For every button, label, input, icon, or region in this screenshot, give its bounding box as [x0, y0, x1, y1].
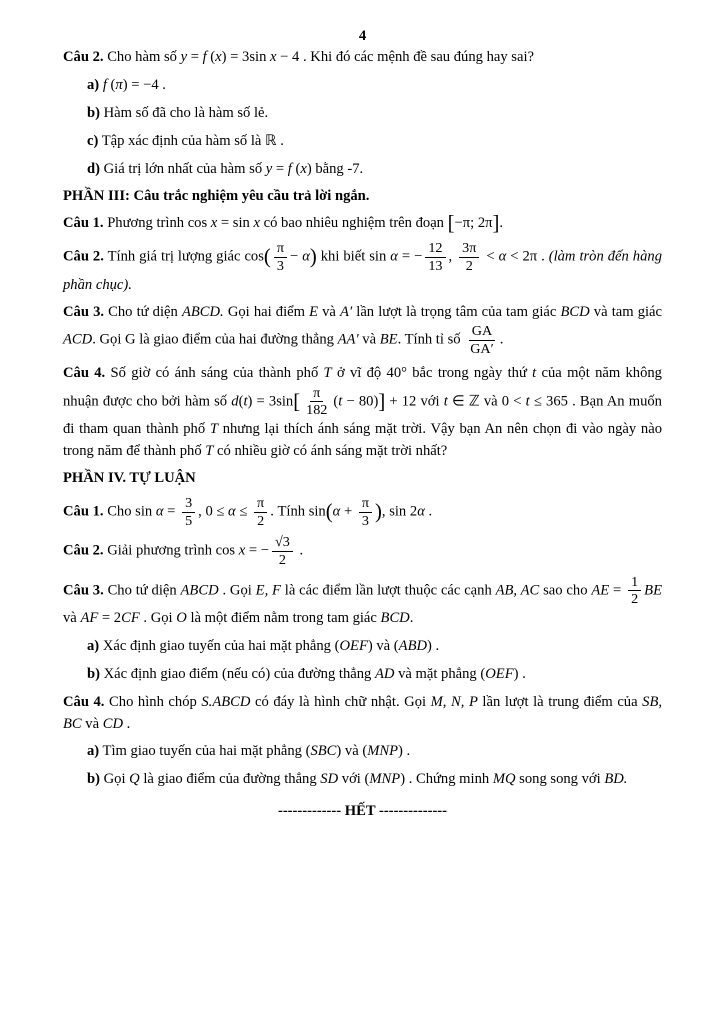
text-run: O — [176, 610, 187, 627]
text-run: Q — [129, 771, 140, 788]
phan2-cau2-item-d — [87, 159, 662, 181]
text-run: BE — [379, 331, 398, 348]
text-run: = 2 — [98, 610, 122, 627]
fraction: $\frac{12}{13}$ — [425, 240, 445, 274]
text-run: . — [123, 715, 131, 732]
text-run: ------------- HẾT -------------- — [277, 803, 448, 820]
text-run: CD — [102, 715, 124, 732]
text-run: b) — [87, 104, 100, 121]
text-run: là giao điểm của đường thẳng — [139, 771, 321, 788]
fraction: $\frac{3\pi}{2}$ — [459, 240, 479, 274]
text-run: OEF — [485, 665, 514, 682]
text-run: T — [205, 443, 214, 460]
text-run: AB, AC — [495, 582, 540, 599]
text-run: Câu 4. — [63, 364, 106, 381]
text-run: Giải phương trình cos — [103, 542, 239, 559]
fraction: $\frac{3}{5}$ — [182, 495, 195, 529]
text-run: Giá trị lớn nhất của hàm số — [99, 160, 266, 177]
text-run: và — [63, 610, 81, 627]
text-run: = — [609, 582, 626, 599]
text-run: ( — [238, 393, 244, 410]
text-run: ) và ( — [336, 743, 368, 760]
text-run: = — [272, 160, 288, 177]
text-run: có bao nhiêu nghiệm trên đoạn — [259, 215, 448, 232]
text-run: PHẦN IV. TỰ LUẬN — [63, 469, 196, 486]
text-run: ( — [206, 49, 216, 65]
text-run: y — [265, 160, 273, 177]
phan3-cau2 — [63, 240, 662, 296]
text-run: . Gọi — [139, 610, 177, 627]
text-run: . — [409, 610, 414, 627]
text-run: ] — [492, 212, 500, 235]
text-run: và — [318, 303, 341, 320]
text-run: Câu 1. — [63, 215, 104, 232]
fraction: $\frac{\pi}{3}$ — [274, 240, 287, 274]
phan4-cau3-item-b — [87, 664, 662, 686]
text-run: BD. — [604, 771, 628, 788]
text-run: ) = 3sin — [247, 393, 294, 410]
text-run: Số giờ có ánh sáng của thành phố — [105, 364, 324, 381]
text-run: SB, BC — [63, 693, 663, 732]
het-line — [63, 801, 662, 823]
text-run: là các điểm lần lượt thuộc các cạnh — [280, 582, 496, 599]
phan2-cau2-item-c — [87, 131, 662, 153]
text-run: c) — [87, 132, 99, 149]
page-number: 4 — [358, 28, 367, 44]
text-run: Cho tứ diện — [104, 303, 182, 320]
text-run: Câu 3. — [63, 582, 104, 599]
text-run: Tập xác định của hàm số là — [98, 132, 266, 149]
text-run: . — [295, 542, 304, 559]
text-run: . — [276, 132, 284, 149]
fraction: $\frac{\pi}{2}$ — [254, 495, 267, 529]
text-run: t — [443, 393, 448, 410]
text-run: và tam giác — [589, 303, 662, 320]
phan4-cau4-item-a — [87, 741, 662, 763]
fraction: $\frac{\pi}{3}$ — [359, 495, 372, 529]
text-run: = — [163, 503, 180, 520]
text-run: BCD — [380, 610, 410, 627]
text-run: ABD — [398, 637, 428, 654]
text-run: của một năm không nhuận được cho bởi hàm số — [63, 364, 662, 410]
fraction: $\frac{√3}{2}$ — [272, 534, 293, 568]
text-run: = − — [245, 542, 269, 559]
text-run: . Gọi G là giao điểm của hai đường thẳng — [92, 331, 338, 348]
text-run: Xác định giao tuyến của hai mặt phẳng ( — [99, 637, 340, 654]
text-run: ABCD — [180, 582, 219, 599]
text-run: b) — [87, 665, 100, 682]
text-run: , sin 2 — [381, 503, 418, 520]
phan4-cau4 — [63, 692, 662, 736]
text-run: AA′ — [337, 331, 359, 348]
text-run: a) — [87, 743, 100, 760]
text-run: . Gọi — [218, 582, 256, 599]
text-run: ( — [106, 76, 116, 93]
text-run: Cho hàm số — [103, 49, 181, 65]
text-run: , — [448, 248, 457, 265]
text-run: Hàm số đã cho là hàm số lẻ. — [99, 104, 269, 121]
text-run: α — [228, 503, 236, 520]
text-run: khi biết sin — [316, 248, 391, 265]
text-run: ) . Chứng minh — [400, 771, 493, 788]
text-run: < — [482, 248, 499, 265]
phan4-cau3 — [63, 574, 662, 630]
text-run: nhưng lại thích ánh sáng mặt trời. Vậy bạn An nên chọn đi vào ngày nào trong năm để thành phố — [63, 421, 662, 460]
text-run: OEF — [339, 637, 368, 654]
phan4-cau2 — [63, 534, 662, 568]
text-run: + — [340, 503, 356, 520]
phan4-cau3-item-a — [87, 636, 662, 658]
text-run: t — [338, 393, 343, 410]
text-run: x — [238, 542, 246, 559]
phan2-cau2-item-b — [87, 103, 662, 125]
text-run: α — [155, 503, 164, 520]
text-run: f — [287, 160, 292, 177]
text-run: [ — [293, 390, 301, 413]
phan2-cau2-item-a — [87, 75, 662, 97]
text-run: ≤ — [235, 503, 252, 520]
text-run: E — [309, 303, 319, 320]
text-run: − 4 . Khi đó các mệnh đề sau đúng hay sai? — [276, 49, 534, 65]
text-run: = − — [397, 248, 423, 265]
text-run: ( — [325, 500, 333, 523]
text-run: SD — [320, 771, 339, 788]
text-run: a) — [87, 637, 100, 654]
text-run: t — [243, 393, 248, 410]
text-run: . — [499, 215, 504, 232]
text-run: x — [215, 49, 222, 65]
text-run: ( — [291, 160, 301, 177]
text-run: y — [180, 49, 188, 65]
text-run: T — [323, 364, 332, 381]
text-run: − 80) — [342, 393, 379, 410]
text-run: ) . — [398, 743, 411, 760]
text-run: Cho tứ diện — [103, 582, 181, 599]
text-run: có nhiều giờ có ánh sáng mặt trời nhất? — [213, 443, 448, 460]
text-run: AD — [374, 665, 395, 682]
text-run: là một điểm nằm trong tam giác — [186, 610, 381, 627]
text-run: AE — [591, 582, 610, 599]
text-run: M, N, P — [430, 693, 478, 710]
phan4-heading — [63, 468, 662, 490]
text-run: b) — [87, 771, 100, 788]
text-run: PHẦN III: Câu trắc nghiệm yêu cầu trả lời ngắn. — [63, 188, 370, 205]
phan4-cau4-item-b — [87, 769, 662, 791]
text-run: Câu 2. — [63, 542, 104, 559]
text-run: ) — [375, 500, 382, 523]
text-run: . Tính tỉ số — [397, 331, 465, 348]
text-run: ABCD. — [181, 303, 224, 320]
phan3-cau3 — [63, 302, 662, 358]
text-run: [ — [447, 212, 455, 235]
text-run: (làm tròn đến hàng phần chục). — [63, 248, 662, 293]
text-run: a) — [87, 76, 100, 93]
text-run: T — [209, 421, 218, 438]
text-run: S.ABCD — [201, 693, 251, 710]
text-run: Câu 1. — [63, 503, 104, 520]
text-run: x — [270, 49, 277, 65]
text-run: Phương trình cos — [103, 215, 211, 232]
text-run: ) = 3sin — [221, 49, 271, 65]
text-run: = — [187, 49, 203, 65]
text-run: lần lượt là trọng tâm của tam giác — [352, 303, 561, 320]
text-run: ≤ 365 . Bạn An muốn đi tham quan thành phố — [63, 393, 662, 438]
text-run: Gọi — [99, 771, 130, 788]
text-run: có đáy là hình chữ nhật. Gọi — [250, 693, 431, 710]
text-run: −π; 2π — [454, 215, 493, 232]
text-run: Câu 2. — [63, 248, 104, 265]
text-run: − — [289, 248, 303, 265]
text-run: CF — [121, 610, 140, 627]
text-run: AF — [80, 610, 99, 627]
text-run: d) — [87, 160, 100, 177]
text-run: lần lượt là trung điểm của — [477, 693, 643, 710]
fraction: $\frac{1}{2}$ — [628, 574, 641, 608]
text-run: Câu 4. — [63, 693, 105, 710]
text-run: α — [498, 248, 507, 265]
text-run: Cho sin — [103, 503, 156, 520]
text-run: α — [302, 248, 310, 265]
text-run: f — [202, 49, 207, 65]
text-run: < 2π . — [506, 248, 549, 265]
text-run: ) . — [513, 665, 526, 682]
phan3-cau1 — [63, 213, 662, 235]
text-run: π — [115, 76, 123, 93]
text-run: . Tính sin — [270, 503, 326, 520]
text-run: và — [81, 715, 103, 732]
text-run: Câu 3. — [63, 303, 105, 320]
text-run: ] — [378, 390, 386, 413]
text-run: ∈ ℤ và 0 < — [447, 393, 526, 410]
text-run: d — [231, 393, 239, 410]
text-run: ) bằng -7. — [306, 160, 364, 177]
phan3-cau4 — [63, 363, 662, 463]
text-run: sao cho — [539, 582, 592, 599]
text-run: ACD — [63, 331, 93, 348]
text-run: ( — [333, 393, 339, 410]
text-run: f — [102, 76, 107, 93]
text-run: song song với — [515, 771, 605, 788]
document-body — [63, 47, 662, 823]
text-run: Gọi hai điểm — [223, 303, 310, 320]
text-run: = sin — [217, 215, 254, 232]
text-run: Tính giá trị lượng giác cos — [103, 248, 264, 265]
text-run: t — [525, 393, 530, 410]
text-run: α — [417, 503, 425, 520]
text-run: SBC — [310, 743, 337, 760]
text-run: , 0 ≤ — [198, 503, 229, 520]
fraction: $\frac{GA}{GA'}$ — [470, 323, 494, 358]
text-run: . — [424, 503, 433, 520]
text-run: ở vĩ độ 40° bắc trong ngày thứ — [331, 364, 533, 381]
text-run: BCD — [560, 303, 590, 320]
text-run: Cho hình chóp — [104, 693, 202, 710]
text-run: ) . — [427, 637, 440, 654]
text-run: ( — [263, 246, 271, 269]
text-run: Câu 2. — [63, 49, 104, 65]
text-run: α — [332, 503, 341, 520]
text-run: với ( — [338, 771, 370, 788]
text-run: x — [300, 160, 307, 177]
text-run: E, F — [255, 582, 281, 599]
text-run: và — [358, 331, 380, 348]
text-run: MNP — [369, 771, 401, 788]
text-run: và mặt phẳng ( — [394, 665, 486, 682]
text-run: + 12 với — [385, 393, 444, 410]
text-run: t — [532, 364, 537, 381]
text-run: MNP — [367, 743, 399, 760]
text-run: ) = −4 . — [122, 76, 166, 93]
text-run: ℝ — [265, 132, 277, 149]
fraction: $\frac{\pi}{182}$ — [306, 384, 328, 419]
phan2-cau2-intro — [63, 47, 662, 69]
text-run: x — [210, 215, 218, 232]
text-run: BE — [644, 582, 662, 599]
phan4-cau1 — [63, 495, 662, 529]
text-run: α — [390, 248, 398, 265]
text-run: . — [499, 331, 504, 348]
text-run: Tìm giao tuyến của hai mặt phẳng ( — [99, 743, 311, 760]
text-run: ) — [309, 246, 317, 269]
text-run: Xác định giao điểm (nếu có) của đường thẳng — [99, 665, 375, 682]
text-run: x — [253, 215, 260, 232]
text-run: A′ — [340, 303, 353, 320]
text-run: ) và ( — [367, 637, 399, 654]
text-run: MQ — [492, 771, 516, 788]
phan3-heading — [63, 186, 662, 208]
